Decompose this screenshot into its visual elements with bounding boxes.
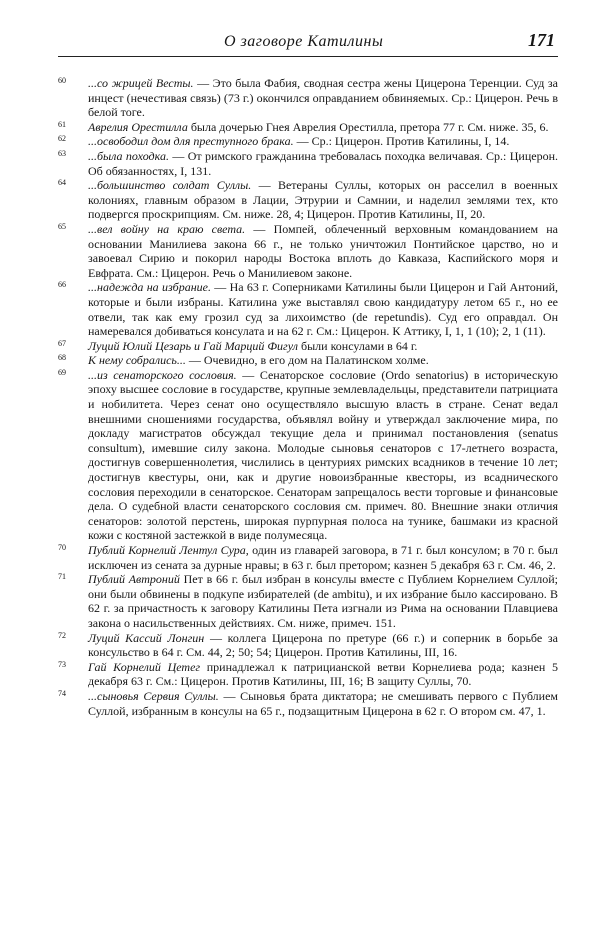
- page-number: 171: [528, 30, 555, 50]
- note-66: [58, 280, 558, 338]
- note-lead: Публий Корнелий Лентул Сура,: [88, 543, 249, 557]
- note-72: [58, 631, 558, 660]
- note-text: — Это была Фабия, сводная сестра жены Цицерона Теренции. Суд за инцест (нечестивая связь) (73 г.) окончился оправданием обвиняемых. Ср.: Цицерон. Речь в белой тоге.: [88, 76, 558, 120]
- note-number: 61: [58, 119, 66, 129]
- note-number: 74: [58, 688, 66, 698]
- note-74: [58, 689, 558, 718]
- note-73: [58, 660, 558, 689]
- note-lead: Аврелия Орестилла: [88, 119, 188, 134]
- note-text: — Сыновья брата диктатора; не смешивать первого с Публием Суллой, избранным в консулы на 65 г., подзащитным Цицерона в 62 г. О втором см. 47, 1.: [88, 688, 558, 718]
- note-number: 72: [58, 630, 66, 640]
- note-number: 65: [58, 221, 66, 231]
- note-lead: ...вел войну на краю света.: [88, 221, 246, 236]
- note-lead: ...сыновья Сервия Суллы.: [88, 688, 219, 703]
- note-lead: Луций Юлий Цезарь и Гай Марций Фигул: [88, 338, 298, 353]
- note-text: — Помпей, облеченный верховным командованием на основании Манилиева закона 66 г., не только уничтожил Понтийское царство, но и завоевал Сирию и покорил народы Востока вплоть до Кавказа, Каспийского моря и Евфрата. См.: Цицерон. Речь о Манилиевом законе.: [88, 221, 558, 280]
- note-63: [58, 149, 558, 178]
- note-text: — Ср.: Цицерон. Против Катилины, I, 14.: [293, 134, 510, 149]
- note-lead: Гай Корнелий Цетег: [88, 659, 201, 674]
- note-number: 66: [58, 280, 66, 290]
- page-header: [0, 0, 600, 70]
- running-title: О заговоре Катилины: [224, 33, 384, 50]
- note-text: — На 63 г. Соперниками Катилины были Цицерон и Гай Антоний, которые и были избраны. Катилина уже выставлял свою кандидатуру летом 65 г., но ее отвели, так как ему грозил суд за лихоимство (de repetundis). Суд его оправдал. Он намеревался добиваться консулата и на 62 г. См.: Цицерон. К Аттику, I, 1, 1 (10); 2, 1 (11).: [88, 280, 558, 339]
- note-number: 68: [58, 353, 66, 363]
- note-lead: Публий Автроний: [88, 572, 180, 587]
- note-number: 67: [58, 338, 66, 348]
- note-text: один из главарей заговора, в 71 г. был консулом; в 70 г. был исключен из сената за дурные нравы; в 63 г. был претором; казнен 5 декабря 63 г. См. 46, 2.: [88, 543, 559, 572]
- note-lead: К нему собрались...: [88, 353, 186, 368]
- note-number: 63: [58, 148, 66, 158]
- header-rule: [58, 56, 558, 57]
- note-number: 70: [58, 543, 66, 552]
- note-70: [58, 543, 558, 572]
- note-number: 71: [58, 572, 66, 582]
- note-lead: Луций Кассий Лонгин: [88, 630, 205, 645]
- note-text: были консулами в 64 г.: [297, 338, 418, 353]
- note-lead: ...из сенаторского сословия.: [88, 367, 237, 382]
- note-65: [58, 222, 558, 280]
- note-text: — Сенаторское сословие (Ordo senatorius) в историческую эпоху высшее сословие в государстве, крупные землевладельцы, представители патрициата и нобилитета. Через сенат оно осуществляло высшую власть в стране. Сенат ведал внешними сношениями государства, объявлял войну и утверждал заключение мира, по докладу магистратов обсуждал текущие дела и принимал постановления (senatus consultum), имевшие силу закона. Молодые сыновья сенаторов с 17-летнего возраста, достигнув совершеннолетия, числились в центуриях римских всадников в течение 10 лет; достигнув квестуры, они, как и другие новоизбранные квесторы, из всаднического сословия переходили в сенаторское. Сенаторам запрещалось вести торговые и финансовые дела. О судебной власти сенаторского сословия см. примеч. 80. Внешние знаки отличия сенаторов: золотой перстень, широкая пурпурная полоса на тунике, башмаки из красной кожи с костяной застежкой в виде полумесяца.: [88, 367, 558, 543]
- note-lead: ...большинство солдат Суллы.: [88, 178, 252, 193]
- note-lead: ...надежда на избрание.: [88, 280, 211, 295]
- note-text: — От римского гражданина требовалась походка величавая. Ср.: Цицерон. Об обязанностях, I, 131.: [88, 148, 559, 178]
- note-lead: ...была походка.: [88, 148, 169, 163]
- note-number: 73: [58, 659, 66, 669]
- note-text: была дочерью Гнея Аврелия Орестилла, претора 77 г. См. ниже. 35, 6.: [187, 119, 549, 134]
- note-67: [58, 339, 558, 354]
- note-60: [58, 76, 558, 120]
- note-62: [58, 134, 558, 149]
- note-text: — Ветераны Суллы, которых он расселил в военных колониях, главным образом в Лации, Этрурии и Самнии, и наделил землями тех, кто подвергся проскрипциям. См. ниже. 28, 4; Цицерон. Против Катилины, II, 20.: [88, 178, 558, 222]
- note-number: 64: [58, 178, 66, 188]
- note-number: 62: [58, 134, 66, 144]
- note-68: [58, 353, 558, 368]
- note-text: Пет в 66 г. был избран в консулы вместе с Публием Корнелием Суллой; они были обвинены в подкупе избирателей (de ambitu), и их избрание было кассировано. В 62 г. за причастность к заговору Катилины Пета изгнали из Рима на основании Плавциева закона о насильственных действиях. См. ниже, примеч. 151.: [88, 572, 558, 630]
- note-64: [58, 178, 558, 222]
- note-text: — коллега Цицерона по претуре (66 г.) и соперник в борьбе за консульство в 64 г. См. 44, 2; 50; 54; Цицерон. Против Катилины, III, 16.: [88, 630, 558, 660]
- note-69: [58, 368, 558, 543]
- note-lead: ...освободил дом для преступного брака.: [88, 134, 294, 149]
- note-number: 69: [58, 367, 66, 377]
- note-lead: ...со жрицей Весты.: [88, 76, 194, 90]
- note-text: — Очевидно, в его дом на Палатинском холме.: [185, 353, 429, 368]
- note-61: [58, 120, 558, 135]
- footnotes: [58, 76, 558, 718]
- note-number: 60: [58, 76, 66, 85]
- note-text: принадлежал к патрицианской ветви Корнелиева рода; казнен 5 декабря 63 г. См.: Цицерон. Против Катилины, III, 16; В защиту Суллы, 70.: [88, 659, 558, 689]
- note-71: [58, 572, 558, 630]
